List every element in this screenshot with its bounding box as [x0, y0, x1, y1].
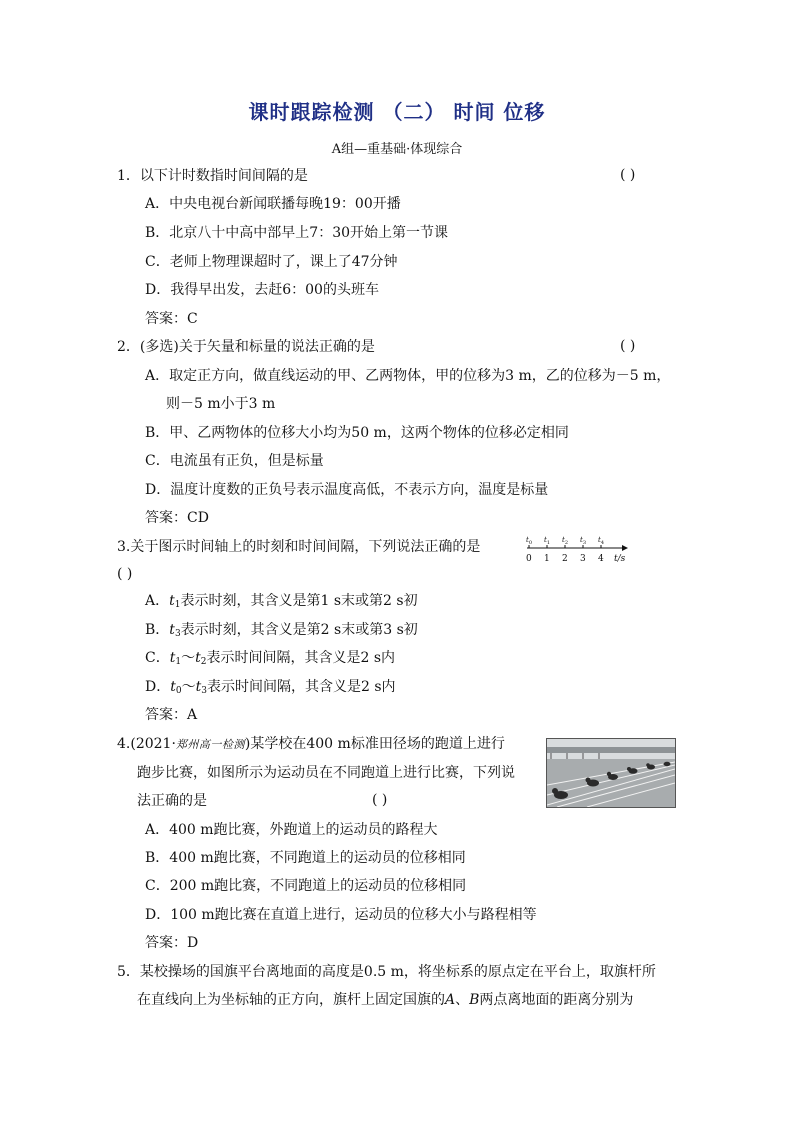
q3-option-b-subscript: 3 — [174, 629, 181, 639]
q4-option-c: C．200 m跑比赛，不同跑道上的运动员的位移相同 — [145, 878, 467, 894]
q5-separator: 、 — [455, 992, 470, 1008]
track-race-photo — [546, 738, 676, 808]
q3-answer: 答案：A — [145, 707, 198, 723]
q2-answer-bracket: ( ) — [620, 338, 636, 354]
q4-option-d: D．100 m跑比赛在直道上进行，运动员的位移大小与路程相等 — [145, 907, 537, 923]
q3-option-d — [145, 678, 396, 696]
axis-moment-label-t1: $t_1$ — [544, 536, 551, 546]
q5-point-b: B — [469, 992, 480, 1008]
q3-option-a-text: 表示时刻，其含义是第1 s末或第2 s初 — [180, 593, 418, 609]
q1-option-d: D．我得早出发，去赶6：00的头班车 — [145, 282, 379, 298]
q3-option-d-symbol-1: t — [170, 679, 176, 695]
q2-option-a-line2: 则－5 m小于3 m — [166, 396, 276, 412]
q3-option-c-subscript-1: 1 — [175, 657, 182, 667]
q3-option-a-subscript: 1 — [174, 600, 181, 610]
q4-year: 4.(2021· — [117, 736, 176, 752]
axis-tick-label-3: 3 — [580, 554, 586, 564]
q4-option-b: B．400 m跑比赛，不同跑道上的运动员的位移相同 — [145, 850, 466, 866]
q5-line2 — [137, 991, 633, 1009]
q1-option-b: B．北京八十中高中部早上7：30开始上第一节课 — [145, 225, 449, 241]
axis-tick-label-2: 2 — [562, 554, 568, 564]
q3-option-c-tilde: ～ — [181, 650, 196, 666]
q3-option-a-symbol: t — [169, 593, 175, 609]
page-title: 课时跟踪检测 （二） 时间 位移 — [248, 100, 546, 124]
q3-option-c — [145, 649, 395, 667]
section-subtitle: A组—重基础·体现综合 — [331, 142, 463, 157]
q4-stem-line2: 跑步比赛，如图所示为运动员在不同跑道上进行比赛，下列说 — [137, 765, 515, 781]
q5-line1: 5．某校操场的国旗平台离地面的高度是0.5 m，将坐标系的原点定在平台上，取旗杆所 — [117, 964, 656, 980]
q3-option-d-subscript-2: 3 — [201, 686, 207, 696]
q3-option-c-subscript-2: 2 — [200, 657, 207, 667]
q3-option-d-tilde: ～ — [181, 679, 196, 695]
axis-unit-label: t/s — [614, 554, 626, 564]
q4-stem-line3: 法正确的是 — [137, 793, 207, 809]
axis-moment-label-t0: $t_0$ — [526, 536, 533, 546]
q3-option-a-letter: A． — [145, 593, 170, 609]
q3-option-d-symbol-2: t — [195, 679, 202, 695]
q1-answer: 答案：C — [145, 311, 198, 327]
q5-line2-text: 在直线向上为坐标轴的正方向，旗杆上固定国旗的 — [137, 992, 445, 1008]
q4-stem-text: )某学校在400 m标准田径场的跑道上进行 — [244, 736, 505, 752]
q3-option-a — [145, 592, 418, 610]
q3-option-b-letter: B． — [145, 622, 170, 638]
q1-answer-bracket: ( ) — [620, 167, 636, 183]
q3-option-c-letter: C． — [145, 650, 170, 666]
q1-option-a: A．中央电视台新闻联播每晚19：00开播 — [145, 196, 401, 212]
q5-point-a: A — [445, 992, 456, 1008]
q2-option-b: B．甲、乙两物体的位移大小均为50 m，这两个物体的位移必定相同 — [145, 425, 569, 441]
q4-stem-line1 — [117, 735, 505, 754]
axis-tick-label-0: 0 — [526, 554, 532, 564]
q3-option-d-subscript-1: 0 — [175, 686, 182, 696]
q5-line2-end: 两点离地面的距离分别为 — [479, 992, 634, 1008]
q2-option-a-line1: A．取定正方向，做直线运动的甲、乙两物体，甲的位移为3 m，乙的位移为－5 m， — [145, 368, 671, 384]
axis-moment-label-t3: $t_3$ — [580, 536, 587, 546]
q4-answer: 答案：D — [145, 935, 199, 951]
q2-option-c: C．电流虽有正负，但是标量 — [145, 453, 324, 469]
q3-option-c-symbol-2: t — [195, 650, 201, 666]
q3-option-b-text: 表示时刻，其含义是第2 s末或第3 s初 — [180, 622, 418, 638]
axis-arrow — [622, 545, 628, 551]
q4-source: 郑州高一检测 — [175, 738, 245, 751]
q3-option-c-symbol-1: t — [169, 650, 176, 666]
q3-option-d-letter: D． — [145, 679, 171, 695]
axis-moment-label-t2: $t_2$ — [562, 536, 569, 546]
time-axis-diagram — [524, 533, 630, 565]
q1-option-c: C．老师上物理课超时了，课上了47分钟 — [145, 254, 398, 270]
q2-stem: 2．(多选)关于矢量和标量的说法正确的是 — [117, 339, 375, 355]
q3-option-c-text: 表示时间间隔，其含义是2 s内 — [206, 650, 396, 666]
q1-stem: 1．以下计时数指时间间隔的是 — [117, 168, 308, 184]
q3-option-b — [145, 621, 418, 639]
q3-option-b-symbol: t — [169, 622, 175, 638]
q2-option-d: D．温度计度数的正负号表示温度高低，不表示方向，温度是标量 — [145, 482, 549, 498]
axis-tick-label-1: 1 — [544, 554, 550, 564]
q3-option-d-text: 表示时间间隔，其含义是2 s内 — [206, 679, 396, 695]
q3-answer-bracket: ( ) — [117, 566, 133, 582]
q4-answer-bracket: ( ) — [372, 792, 388, 808]
q2-answer: 答案：CD — [145, 510, 209, 526]
q3-stem: 3.关于图示时间轴上的时刻和时间间隔，下列说法正确的是 — [117, 539, 481, 555]
q4-option-a: A．400 m跑比赛，外跑道上的运动员的路程大 — [145, 822, 438, 838]
axis-tick-label-4: 4 — [598, 554, 604, 564]
axis-moment-label-t4: $t_4$ — [598, 536, 605, 546]
